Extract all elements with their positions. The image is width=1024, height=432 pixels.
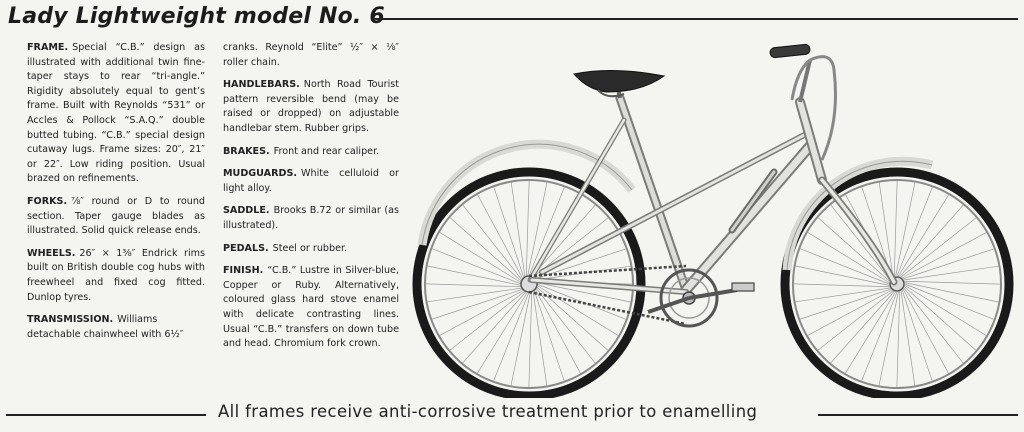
spoke — [534, 290, 564, 381]
spec-text: Front and rear caliper. — [273, 145, 380, 157]
spoke — [896, 183, 915, 277]
spoke — [905, 281, 1000, 284]
spec-heading: TRANSMISSION. — [27, 314, 114, 326]
spoke — [511, 292, 530, 386]
specs-column-right — [223, 41, 399, 360]
spec-saddle — [223, 204, 399, 233]
spoke — [494, 292, 529, 381]
spoke — [440, 232, 521, 282]
spoke — [862, 292, 897, 381]
specs-column-left — [27, 41, 205, 350]
spec-heading: FRAME. — [27, 42, 69, 53]
front-wheel — [785, 161, 1009, 396]
spec-heading: PEDALS. — [223, 242, 269, 254]
spoke — [537, 284, 626, 319]
spoke — [526, 181, 529, 276]
spec-wheels — [27, 247, 205, 305]
spec-mudguards — [223, 167, 399, 196]
spoke — [428, 288, 523, 302]
spoke — [529, 292, 532, 387]
spec-heading: WHEELS. — [27, 247, 76, 259]
spec-text: Williams detachable chainwheel with 6½″ — [27, 314, 184, 340]
spec-text: North Road Tourist pattern reversible bend (may be raised or dropped) on adjustable handlebar stem. Rubber grips. — [223, 79, 399, 134]
spec-handlebars — [223, 78, 399, 136]
spec-text: cranks. Reynold “Elite” ½″ × ⅛″ roller chain. — [223, 42, 399, 68]
spoke — [432, 289, 523, 319]
spec-text: Steel or rubber. — [272, 242, 348, 254]
spoke — [532, 205, 596, 276]
spoke — [900, 205, 964, 276]
spoke — [818, 218, 889, 282]
spec-forks — [27, 195, 205, 239]
spoke — [898, 195, 948, 276]
spoke — [528, 183, 547, 277]
spoke — [905, 284, 994, 319]
spec-text: Brooks B.72 or similar (as illustrated). — [223, 205, 399, 231]
spoke — [796, 266, 890, 285]
spoke — [879, 292, 898, 386]
footer-note: All frames receive anti-corrosive treatment prior to enamelling — [218, 402, 758, 421]
spoke — [800, 289, 891, 319]
spec-text: ⅞″ round or D to round section. Taper gauge blades as illustrated. Solid quick release ends. — [27, 195, 205, 237]
spec-heading: HANDLEBARS. — [223, 79, 300, 91]
spoke — [901, 218, 976, 277]
spoke — [845, 292, 895, 373]
spec-transmission — [27, 313, 205, 342]
spoke — [818, 291, 893, 350]
spec-heading: BRAKES. — [223, 145, 270, 157]
spoke — [463, 292, 527, 363]
spoke — [511, 183, 525, 278]
spoke — [897, 187, 932, 276]
spoke — [905, 285, 986, 335]
spec-heading: FORKS. — [27, 195, 68, 207]
spoke — [537, 285, 618, 335]
spoke — [905, 283, 999, 302]
spec-text: Special “C.B.” design as illustrated with additional twin fine-taper stays to rear “tri-angle.” Rigidity absolutely equal to gent’s frame. Built with Reynolds “531” or Accles & Pollock “S.A.Q.” double butted tubing. “C.B.” special design cutaway lugs. Frame sizes: 20″, 21″ or 22″. Low riding position. Usual brazed on refinements. — [27, 42, 205, 185]
spoke — [428, 266, 522, 285]
spoke — [477, 292, 527, 373]
spoke — [905, 287, 976, 351]
spec-frame — [27, 41, 205, 187]
spec-finish — [223, 264, 399, 352]
spoke — [426, 284, 521, 287]
spec-heading: MUDGUARDS. — [223, 168, 298, 180]
spoke — [432, 249, 521, 284]
spec-heading: FINISH. — [223, 265, 264, 277]
spoke — [796, 288, 891, 302]
spoke — [901, 291, 915, 386]
saddle — [574, 70, 664, 98]
spoke — [450, 291, 525, 350]
spoke — [494, 187, 524, 278]
spoke — [463, 205, 522, 280]
footer-rule-right — [818, 414, 1018, 416]
footer-rule-left — [6, 414, 206, 416]
footer — [0, 400, 1024, 428]
spoke — [903, 249, 994, 279]
spoke — [902, 290, 932, 381]
bicycle-illustration — [402, 40, 1022, 398]
spec-pedals — [223, 242, 399, 257]
spoke — [537, 287, 608, 351]
spoke — [533, 291, 547, 386]
spoke — [904, 288, 963, 363]
page-title: Lady Lightweight model No. 6 — [8, 4, 385, 29]
rear-wheel — [417, 144, 641, 396]
spoke — [831, 292, 895, 363]
spec-heading: SADDLE. — [223, 205, 270, 217]
spoke — [450, 218, 521, 282]
spoke — [904, 266, 999, 280]
spec-text: White celluloid or light alloy. — [223, 168, 399, 194]
spec-transmission-continued — [223, 41, 399, 70]
spoke — [894, 181, 897, 276]
spec-text: 26″ × 1⅜″ Endrick rims built on British double cog hubs with freewheel and fixed cog fitted. Dunlop tyres. — [27, 247, 205, 303]
title-rule — [372, 18, 1018, 20]
spoke — [831, 205, 890, 280]
spec-brakes — [223, 145, 399, 160]
spec-text: “C.B.” Lustre in Silver-blue, Copper or Ruby. Alternatively, coloured glass hard stove enamel with delicate contrasting lines. Usual “C.B.” transfers on down tube and head. Chromium fork crown. — [223, 265, 399, 350]
bicycle-drawing — [402, 40, 1022, 398]
spoke — [897, 292, 900, 387]
spoke — [794, 284, 889, 287]
